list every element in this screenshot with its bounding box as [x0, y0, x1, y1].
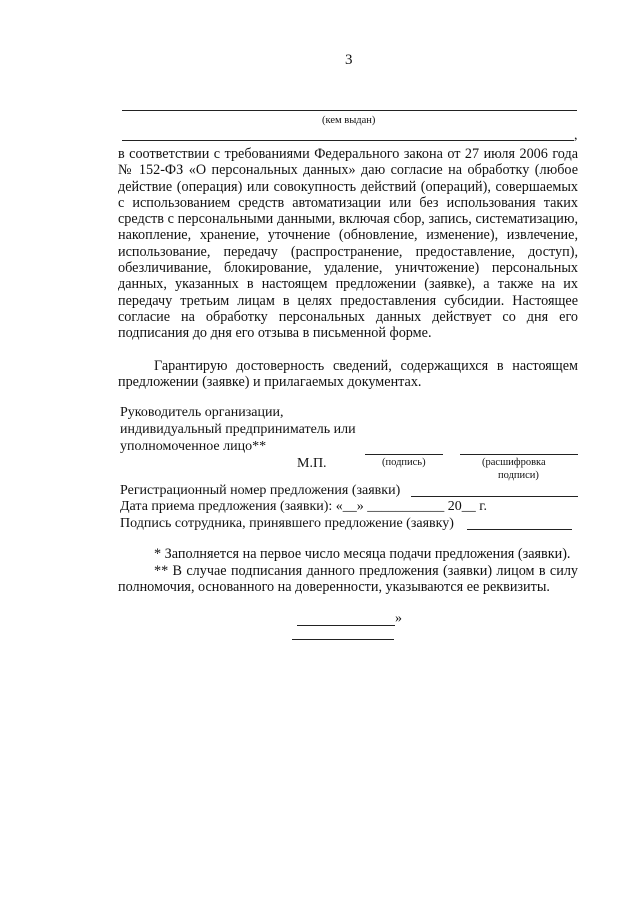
consent-paragraph: в соответствии с требованиями Федерального закона от 27 июля 2006 года № 152-ФЗ «О персональных данных» даю согласие на обработку (любое действие (операция) или совокупность действий (операций), совершаемых с использованием средств автоматизации или без использования таких средств с персональными данными, включая сбор, запись, систематизацию, накопление, хранение, уточнение (обновление, изменение), извлечение, использование, передачу (распространение, предоставление, доступ), обезличивание, блокирование, удаление, уничтожение) персональных данных, указанных в настоящем предложении (заявке), а также на их передачу третьим лицам в целях предоставления субсидии. Настоящее согласие на обработку персональных данных действует со дня его подписания до дня его отзыва в письменной форме. — [118, 146, 578, 342]
footnote-1: * Заполняется на первое число месяца подачи предложения (заявки). — [154, 546, 571, 562]
registration-number-label: Регистрационный номер предложения (заявки) — [120, 483, 401, 498]
closing-line-2 — [292, 639, 394, 640]
decoding-caption-2: подписи) — [498, 470, 539, 481]
closing-line-1 — [297, 625, 395, 626]
guarantee-paragraph: Гарантирую достоверность сведений, содержащихся в настоящем предложении (заявке) и прилагаемых документах. — [118, 358, 578, 391]
employee-signature-label: Подпись сотрудника, принявшего предложение (заявку) — [120, 516, 454, 531]
page-number: 3 — [345, 52, 353, 68]
decoding-line — [460, 454, 578, 455]
fill-line — [122, 140, 574, 141]
stamp-label: М.П. — [297, 456, 327, 471]
signatory-line-3: уполномоченное лицо** — [120, 439, 267, 454]
issued-by-caption: (кем выдан) — [322, 115, 376, 126]
trailing-comma: , — [574, 128, 578, 143]
registration-number-line — [411, 496, 578, 497]
signature-caption: (подпись) — [382, 457, 426, 468]
decoding-caption-1: (расшифровка — [482, 457, 546, 468]
signature-line — [365, 454, 443, 455]
receipt-date-label: Дата приема предложения (заявки): «__» ___________ 20__ г. — [120, 499, 487, 514]
footnote-2: ** В случае подписания данного предложения (заявки) лицом в силу полномочия, основанного на доверенности, указываются ее реквизиты. — [118, 563, 578, 596]
closing-mark: » — [395, 611, 402, 626]
issued-by-line — [122, 110, 577, 111]
signatory-line-1: Руководитель организации, — [120, 405, 284, 420]
employee-signature-line — [467, 529, 572, 530]
signatory-line-2: индивидуальный предприниматель или — [120, 422, 356, 437]
